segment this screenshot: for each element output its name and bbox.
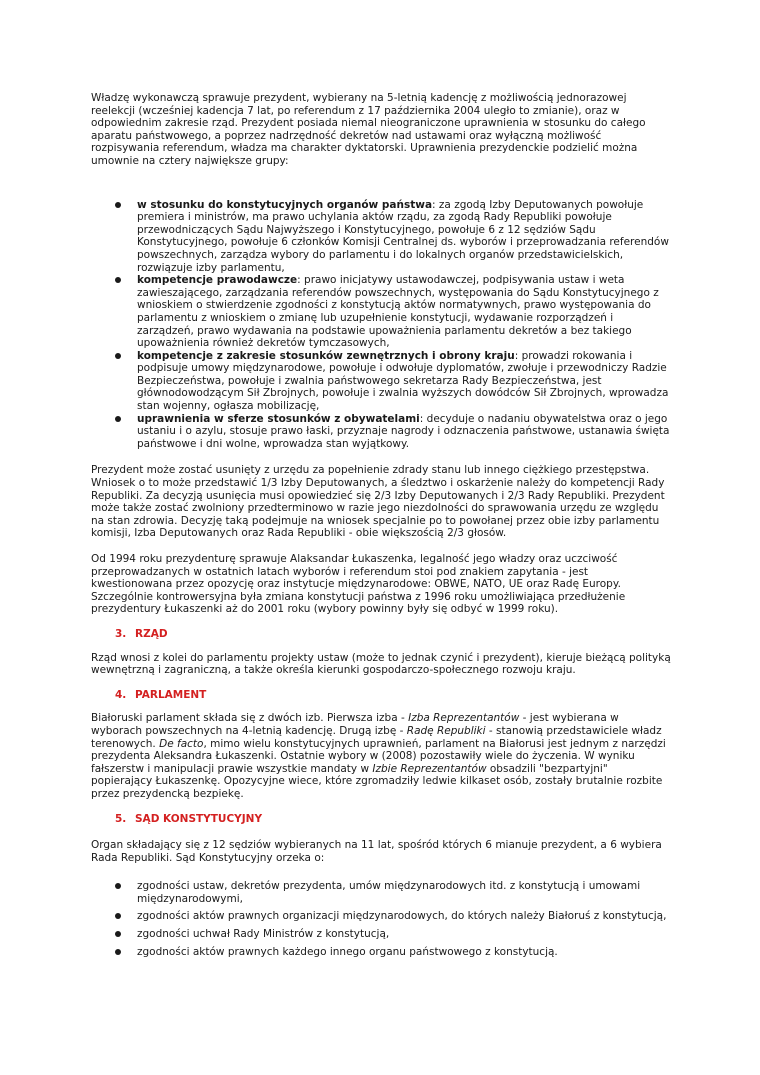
section-heading-parlament: 4. PARLAMENT (115, 688, 207, 701)
power-text: : prawo inicjatywy ustawodawczej, podpisywania ustaw i weta zawieszającego, zarządzania referendów powszechnych, występowania do Sądu Konstytucyjnego z wnioskiem o stwierdzenie zgodności z konstytucją aktów normatywnych, prawo występowania do parlamentu z wnioskiem o zmianę lub uzupełnienie konstytucji, wydawanie rozporządzeń i zarządzeń, prawo wydawania na podstawie upoważnienia parlamentu dekretów a bez takiego upoważnienia również dekretów tymczasowych, (137, 274, 659, 350)
rzad-paragraph: Rząd wnosi z kolei do parlamentu projekty ustaw (może to jednak czynić i prezydent), kieruje bieżącą polityką wewnętrzną i zagraniczną, a także określa kierunki gospodarczo-społecznego rozwoju kraju. (91, 651, 671, 677)
power-title: uprawnienia w sferze stosunków z obywatelami (137, 412, 420, 425)
list-item: zgodności ustaw, dekretów prezydenta, umów międzynarodowych itd. z konstytucją i umowami międzynarodowymi, (137, 880, 671, 905)
bullet-icon (115, 931, 121, 937)
bullet-icon (115, 949, 121, 955)
sad-paragraph: Organ składający się z 12 sędziów wybieranych na 11 lat, spośród których 6 mianuje prezydent, a 6 wybiera Rada Republiki. Sąd Konstytucyjny orzeka o: (91, 839, 662, 864)
power-text: : za zgodą Izby Deputowanych powołuje premiera i ministrów, ma prawo uchylania aktów rządu, za zgodą Rady Republiki powołuje przewodniczących Sądu Najwyższego i Konstytucyjnego, powołuje 6 z 12 sędziów Sądu Konstytucyjnego, powołuje 6 członków Komisji Centralnej ds. wyborów i przeprowadzania referendów powszechnych, zarządza wybory do parlamentu i do lokalnych organów przedstawicielskich, rozwiązuje izby parlamentu, (137, 198, 669, 274)
document-page (91, 92, 671, 963)
removal-paragraph: Prezydent może zostać usunięty z urzędu za popełnienie zdrady stanu lub innego ciężkiego przestępstwa. Wniosek o to może przedstawić 1/3 Izby Deputowanych, a śledztwo i oskarżenie należy do kompetencji Rady Republiki. Za decyzją usunięcia musi opowiedzieć się 2/3 Izby Deputowanych i 2/3 Rady Republiki. Prezydent może także zostać zwolniony przedterminowo w razie jego niezdolności do sprawowania urzędu ze względu na stan zdrowia. Decyzję taką podejmuje na wniosek specjalnie po to powołanej przez obie izby parlamentu komisji, Izba Deputowanych oraz Rada Republiki - obie większością 2/3 głosów. (91, 464, 665, 540)
list-item: zgodności aktów prawnych każdego innego organu państwowego z konstytucją. (137, 946, 671, 959)
list-item: zgodności aktów prawnych organizacji międzynarodowych, do których należy Białoruś z konstytucją, (137, 910, 671, 923)
court-rulings-list (91, 880, 671, 958)
power-title: kompetencje z zakresie stosunków zewnętrznych i obrony kraju (137, 349, 515, 362)
president-powers-list (91, 199, 671, 451)
section-heading-rzad: 3. RZĄD (115, 627, 168, 640)
bullet-icon (115, 883, 121, 889)
power-text: : decyduje o nadaniu obywatelstwa oraz o jego ustaniu i o azylu, stosuje prawo łaski, przyznaje nagrody i odznaczenia państwowe, ustanawia święta państwowe i dni wolne, wprowadza stan wyjątkowy. (137, 412, 670, 450)
list-item: zgodności uchwał Rady Ministrów z konstytucją, (137, 928, 671, 941)
list-item (137, 274, 671, 350)
power-text: : prowadzi rokowania i podpisuje umowy międzynarodowe, powołuje i odwołuje dyplomatów, zwołuje i przewodniczy Radzie Bezpieczeństwa, powołuje i zwalnia państwowego sekretarza Rady Bezpieczeństwa, jest głównodowodzącym Sił Zbrojnych, powołuje i zwalnia wyższych dowódców Sił Zbrojnych, wprowadza stan wojenny, ogłasza mobilizację, (137, 349, 669, 413)
power-title: kompetencje prawodawcze (137, 274, 298, 287)
lukashenko-paragraph: Od 1994 roku prezydenturę sprawuje Alaksandar Łukaszenka, legalność jego władzy oraz uczciwość przeprowadzanych w ostatnich latach wyborów i referendum stoi pod znakiem zapytania - jest kwestionowana przez opozycję oraz instytucje międzynarodowe: OBWE, NATO, UE oraz Radę Europy. Szczególnie kontrowersyjna była zmiana konstytucji państwa z 1996 roku umożliwiająca przedłużenie prezydentury Łukaszenki aż do 2001 roku (wybory powinny były się odbyć w 1999 roku). (91, 553, 626, 616)
bullet-icon (115, 353, 121, 359)
bullet-icon (115, 913, 121, 919)
list-item (137, 350, 671, 413)
list-item (137, 199, 671, 275)
bullet-icon (115, 416, 121, 422)
section-heading-sad: 5. SĄD KONSTYTUCYJNY (115, 812, 263, 825)
bullet-icon (115, 202, 121, 208)
power-title: w stosunku do konstytucyjnych organów państwa (137, 198, 433, 211)
parlament-paragraph: Białoruski parlament składa się z dwóch izb. Pierwsza izba - Izba Reprezentantów - jest wybierana w wyborach powszechnych na 4-letnią kadencję. Drugą izbę - Radę Republiki - stanowią przedstawiciele władz terenowych. De facto, mimo wielu konstytucyjnych uprawnień, parlament na Białorusi jest jednym z narzędzi prezydenta Aleksandra Łukaszenki. Ostatnie wybory w (2008) pozostawiły wiele do życzenia. W wyniku fałszerstw i manipulacji prawie wszystkie mandaty w Izbie Reprezentantów obsadzili "bezpartyjni" popierający Łukaszenkę. Opozycyjne wiece, które zgromadziły ledwie kilkaset osób, zostały brutalnie rozbite przez prezydencką bezpiekę. (91, 712, 666, 800)
list-item (137, 413, 671, 451)
bullet-icon (115, 277, 121, 283)
intro-paragraph: Władzę wykonawczą sprawuje prezydent, wybierany na 5-letnią kadencję z możliwością jednorazowej reelekcji (wcześniej kadencja 7 lat, po referendum z 17 października 2004 uległo to zmianie), oraz w odpowiednim zakresie rząd. Prezydent posiada niemal nieograniczone uprawnienia w stosunku do całego aparatu państwowego, a poprzez nadrzędność dekretów nad ustawami oraz wyłączną możliwość rozpisywania referendum, władza ma charakter dyktatorski. Uprawnienia prezydenckie podzielić można umownie na cztery największe grupy: (91, 92, 646, 167)
